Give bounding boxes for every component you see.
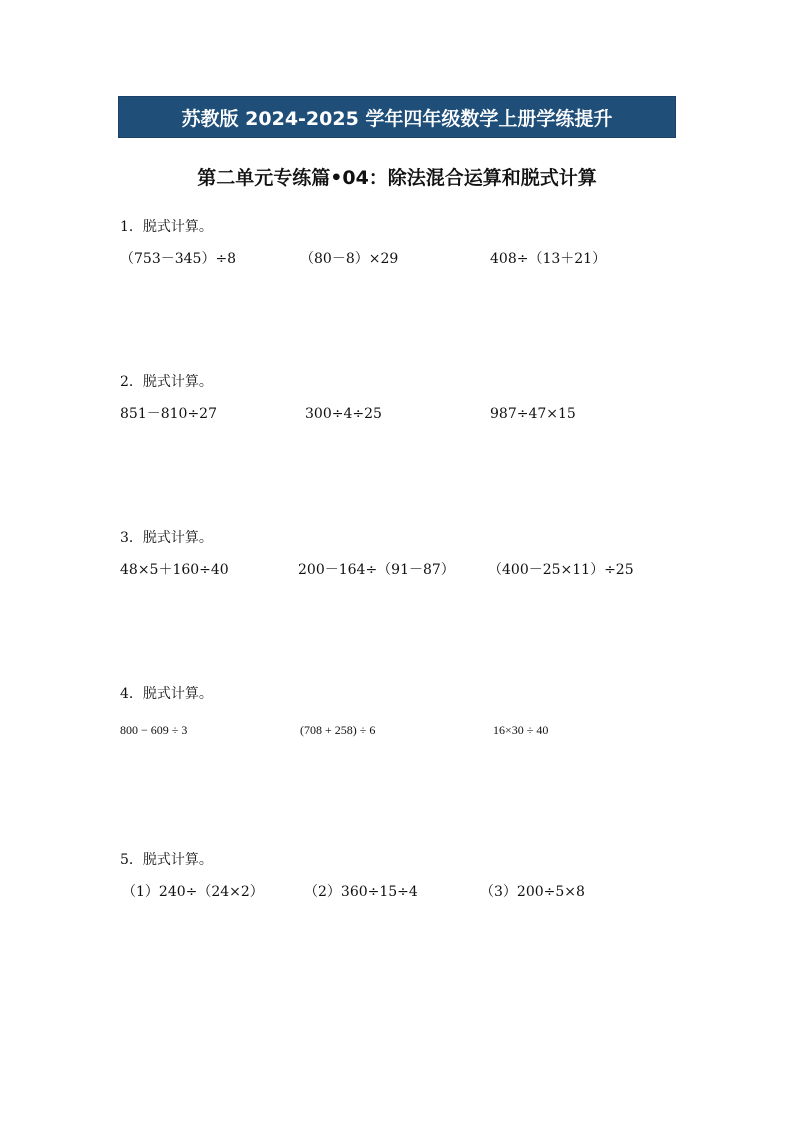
problem-item: （400－25×11）÷25 [488, 562, 634, 578]
problem-item: 300÷4÷25 [305, 406, 382, 422]
problem-item: （80－8）×29 [300, 251, 399, 267]
question-title: 1．脱式计算。 [120, 219, 213, 235]
page-subtitle: 第二单元专练篇•04：除法混合运算和脱式计算 [197, 167, 597, 189]
problem-item: (708 + 258) ÷ 6 [300, 723, 376, 737]
problem-item: 48×5＋160÷40 [120, 562, 229, 578]
question-4 [120, 684, 680, 740]
problem-item: 408÷（13＋21） [490, 251, 607, 267]
problem-row [120, 882, 680, 902]
problem-item: （753－345）÷8 [120, 251, 237, 267]
question-title: 3．脱式计算。 [120, 530, 213, 546]
question-5 [120, 850, 680, 902]
problem-item: 987÷47×15 [490, 406, 576, 422]
question-1 [120, 217, 680, 269]
question-2 [120, 372, 680, 424]
question-title: 2．脱式计算。 [120, 374, 213, 390]
problem-item: （2）360÷15÷4 [304, 884, 418, 900]
banner-title: 苏教版 2024-2025 学年四年级数学上册学练提升 [181, 107, 613, 130]
problem-item: （3）200÷5×8 [480, 884, 585, 900]
problem-row [120, 720, 680, 740]
problem-item: （1）240÷（24×2） [122, 884, 264, 900]
question-title: 4．脱式计算。 [120, 686, 213, 702]
problem-row [120, 249, 680, 269]
problem-item: 16×30 ÷ 40 [493, 723, 549, 737]
question-title: 5．脱式计算。 [120, 852, 213, 868]
problem-item: 851－810÷27 [120, 406, 217, 422]
problem-row [120, 560, 680, 580]
document-banner [118, 96, 676, 138]
problem-row [120, 404, 680, 424]
problem-item: 200－164÷（91－87） [298, 562, 455, 578]
question-3 [120, 528, 680, 580]
problem-item: 800 − 609 ÷ 3 [120, 723, 188, 737]
